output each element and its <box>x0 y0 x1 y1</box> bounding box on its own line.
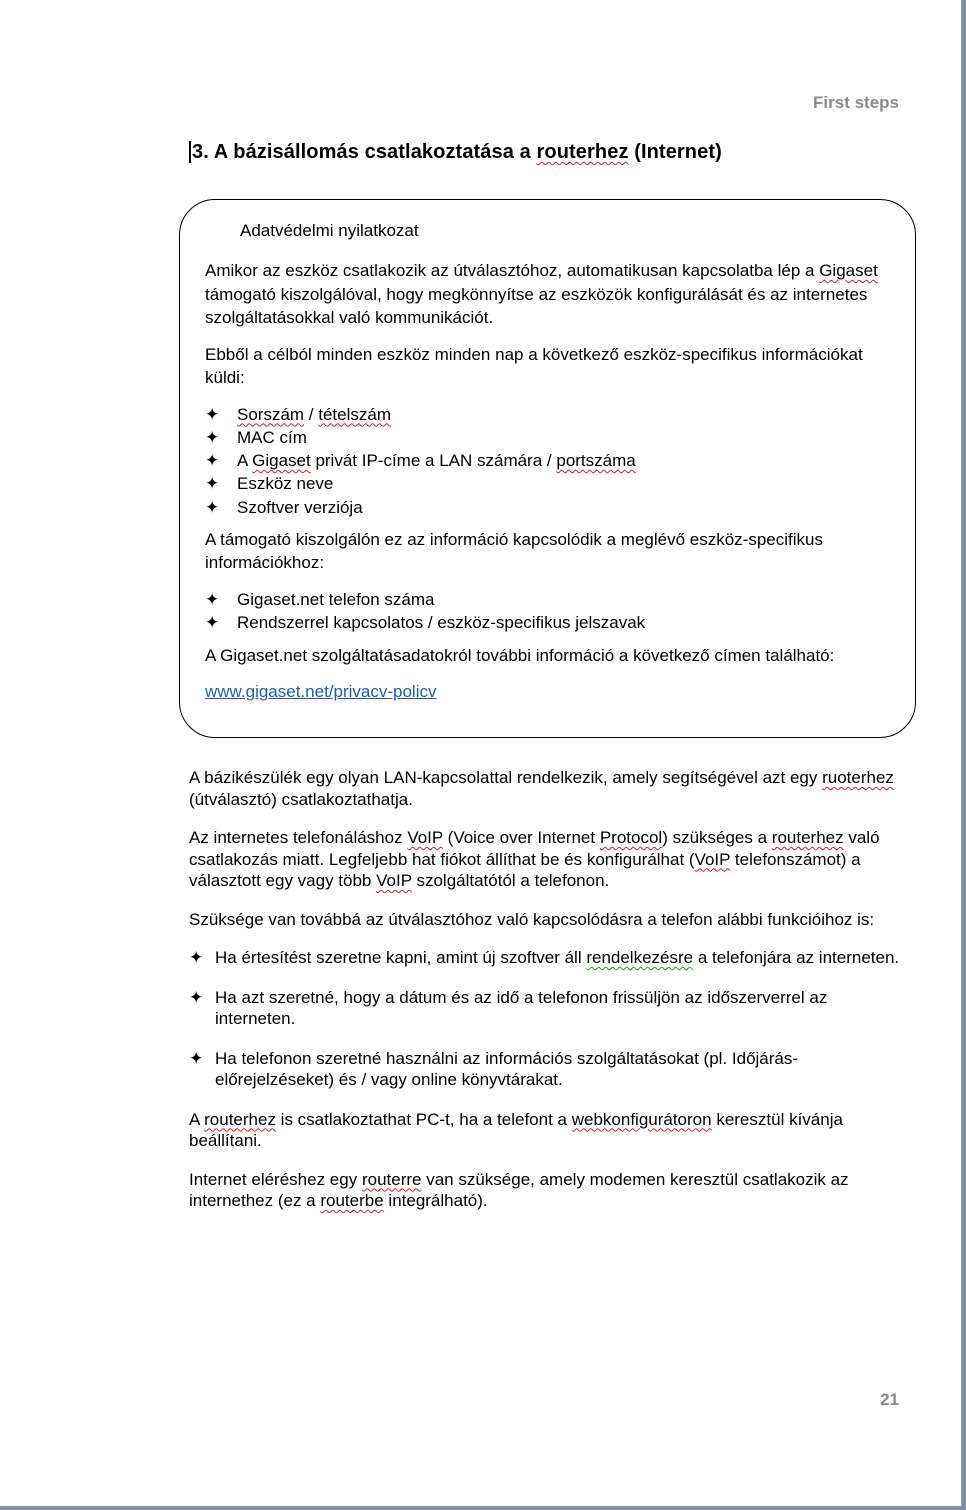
body-paragraph: Szüksége van továbbá az útválasztóhoz való kapcsolódásra a telefon alábbi funkcióihoz is: <box>189 909 875 929</box>
section-heading: 3. A bázisállomás csatlakoztatása a routerhez (Internet) <box>189 141 722 164</box>
bullet-icon: ✦ <box>205 427 220 447</box>
device-info-list <box>205 403 905 519</box>
running-header: First steps <box>813 93 899 112</box>
main-text <box>189 767 909 1229</box>
privacy-notice-box <box>179 199 916 738</box>
privacy-paragraph: Ebből a célból minden eszköz minden nap a következő eszköz-specifikus információkat küldi: <box>205 344 863 387</box>
body-paragraph: A bázikészülék egy olyan LAN-kapcsolattal rendelkezik, amely segítségével azt egy ruoterhez (útválasztó) csatlakoztathatja. <box>189 768 894 809</box>
list-item: ✦ Rendszerrel kapcsolatos / eszköz-specifikus jelszavak <box>205 611 905 634</box>
list-item: ✦ Ha telefonon szeretné használni az információs szolgáltatásokat (pl. Időjárás-előrejelzéseket) és / vagy online könyvtárakat. <box>189 1048 799 1089</box>
privacy-paragraph: A Gigaset.net szolgáltatásadatokról további információ a következő címen található: <box>205 645 835 665</box>
bullet-icon: ✦ <box>205 474 220 494</box>
bullet-icon: ✦ <box>189 948 204 967</box>
list-item: ✦ Gigaset.net telefon száma <box>205 588 905 611</box>
bullet-icon: ✦ <box>189 987 204 1007</box>
body-paragraph: A routerhez is csatlakoztathat PC-t, ha a telefont a webkonfigurátoron keresztül kívánja beállítani. <box>189 1109 843 1150</box>
list-item: ✦ MAC cím <box>205 426 905 449</box>
list-item: ✦ Ha azt szeretné, hogy a dátum és az idő a telefonon frissüljön az időszerverrel az interneten. <box>189 987 828 1028</box>
bullet-icon: ✦ <box>205 589 220 609</box>
privacy-paragraph: Amikor az eszköz csatlakozik az útválasztóhoz, automatikusan kapcsolatba lép a Gigaset támogató kiszolgálóval, hogy megkönnyítse az eszközök konfigurálását és az internetes szolgáltatásokkal való kommunikációt. <box>205 261 878 327</box>
page-number: 21 <box>880 1390 899 1409</box>
body-paragraph: Internet eléréshez egy routerre van szüksége, amely modemen keresztül csatlakozik az internethez (ez a routerbe integrálható). <box>189 1169 849 1210</box>
list-item: ✦ Ha értesítést szeretne kapni, amint új szoftver áll rendelkezésre a telefonjára az interneten. <box>189 948 900 967</box>
list-item: ✦ A Gigaset privát IP-címe a LAN számára / portszáma <box>205 449 905 472</box>
bullet-icon: ✦ <box>205 613 220 633</box>
list-item: ✦ Sorszám / tételszám <box>205 403 905 426</box>
bullet-icon: ✦ <box>205 497 220 517</box>
bullet-icon: ✦ <box>189 1048 204 1068</box>
body-paragraph: Az internetes telefonáláshoz VoIP (Voice over Internet Protocol) szükséges a routerhez való csatlakozás miatt. Legfeljebb hat fiókot állíthat be és konfigurálhat (VoIP telefonszámot) a választott egy vagy több VoIP szolgáltatótól a telefonon. <box>189 828 880 890</box>
privacy-link-paragraph <box>205 680 905 704</box>
list-item: ✦ Szoftver verziója <box>205 496 905 519</box>
server-info-list <box>205 588 905 635</box>
list-item: ✦ Eszköz neve <box>205 472 905 495</box>
privacy-notice-title: Adatvédelmi nyilatkozat <box>240 221 419 240</box>
privacy-policy-link[interactable]: www.gigaset.net/privacv-policv <box>205 682 437 702</box>
privacy-notice-body <box>205 259 905 717</box>
bullet-icon: ✦ <box>205 451 220 471</box>
function-list <box>189 947 909 1091</box>
privacy-paragraph: A támogató kiszolgálón ez az információ kapcsolódik a meglévő eszköz-specifikus információkhoz: <box>205 529 823 573</box>
bullet-icon: ✦ <box>205 404 220 424</box>
